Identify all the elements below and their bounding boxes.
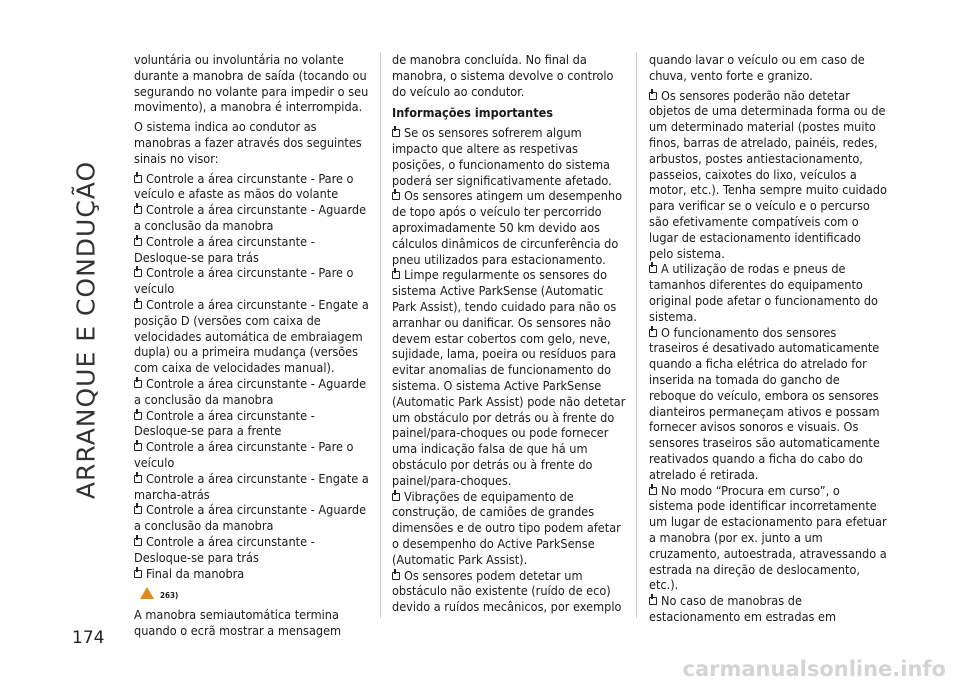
- paragraph: A manobra semiautomática termina quando o ecrã mostrar a mensagem: [134, 607, 342, 638]
- bullet-icon: [134, 269, 142, 277]
- bullet-icon: [392, 271, 400, 279]
- text-column-2: [392, 52, 630, 615]
- list-item: No caso de manobras de estacionamento em estradas em: [649, 593, 837, 624]
- list-item: Se os sensores sofrerem algum impacto que altere as respetivas posições, o funcionamento do sistema poderá ser significativamente afetado.: [392, 125, 612, 188]
- list-item: Controle a área circunstante - Engate a marcha-atrás: [134, 470, 369, 502]
- list-item: A utilização de rodas e pneus de tamanhos diferentes do equipamento original pode afetar o funcionamento do sistema.: [649, 261, 878, 324]
- paragraph: quando lavar o veículo ou em caso de chuva, vento forte e granizo.: [649, 52, 865, 83]
- text-column-3: [649, 52, 887, 625]
- chapter-title: ARRANQUE E CONDUÇÃO: [71, 160, 101, 500]
- list-item: Os sensores podem detetar um obstáculo não existente (ruído de eco) devido a ruídos mecânicos, por exemplo: [392, 567, 622, 615]
- section-heading: Informações importantes: [392, 105, 554, 121]
- list-item: Vibrações de equipamento de construção, de camiões de grandes dimensões e de outro tipo podem afetar o desempenho do Active ParkSense (Automatic Park Assist).: [392, 488, 621, 567]
- warning-ref-number: 263): [160, 591, 179, 601]
- list-item: Controle a área circunstante - Pare o veículo e afaste as mãos do volante: [134, 170, 354, 202]
- watermark: carmanualsonline.info: [682, 657, 946, 681]
- list-item: Controle a área circunstante - Desloque-se para trás: [134, 533, 315, 565]
- bullet-icon: [134, 443, 142, 451]
- list-item: Os sensores atingem um desempenho de topo após o veículo ter percorrido aproximadamente 50 km devido aos cálculos dinâmicos de circunferência do pneu utilizados para estacionamento.: [392, 188, 623, 267]
- paragraph: O sistema indica ao condutor as manobras a fazer através dos seguintes sinais no visor:: [134, 119, 362, 166]
- bullet-icon: [649, 329, 657, 337]
- column-divider: [380, 52, 381, 618]
- bullet-icon: [392, 493, 400, 501]
- list-item: No modo “Procura em curso”, o sistema pode identificar incorretamente um lugar de estacionamento para efetuar a manobra (por ex. junto a um cruzamento, autoestrada, atravessando a estrada na direção de deslocamento, etc.).: [649, 482, 887, 593]
- bullet-icon: [649, 597, 657, 605]
- bullet-icon: [134, 380, 142, 388]
- paragraph: voluntária ou involuntária no volante durante a manobra de saída (tocando ou segurando no volante para impedir o seu movimento), a manobra é interrompida.: [134, 52, 369, 115]
- list-item: Controle a área circunstante - Pare o veículo: [134, 439, 354, 470]
- column-divider: [636, 52, 637, 618]
- list-item: Final da manobra: [134, 566, 372, 582]
- list-item: Limpe regularmente os sensores do sistema Active ParkSense (Automatic Park Assist), tendo cuidado para não os arranhar ou danificar. Os sensores não devem estar cobertos com gelo, neve, sujidade, lama, poeira ou resíduos para evitar anomalias de funcionamento do sistema. O sistema Active ParkSense (Automatic Park Assist) pode não detetar um obstáculo por detrás ou à frente do painel/para-choques ou pode fornecer uma indicação falsa de que há um obstáculo por detrás ou à frente do painel/para-choques.: [392, 267, 626, 488]
- list-item: Controle a área circunstante - Engate a posição D (versões com caixa de velocidades automática de embraiagem dupla) ou a primeira mudança (versões com caixa de velocidades manual).: [134, 296, 369, 376]
- list-item: Controle a área circunstante - Aguarde a conclusão da manobra: [134, 502, 367, 534]
- list-item: Controle a área circunstante - Aguarde a conclusão da manobra: [134, 375, 367, 407]
- list-item: O funcionamento dos sensores traseiros é desativado automaticamente quando a ficha elétrica do atrelado for inserida na tomada do gancho de reboque do veículo, embora os sensores dianteiros permaneçam ativos e possam fornecer avisos sonoros e visuais. Os sensores traseiros são automaticamente reativados quando a ficha do cabo do atrelado é retirada.: [649, 324, 880, 482]
- paragraph: de manobra concluída. No final da manobra, o sistema devolve o controlo do veículo ao condutor.: [392, 52, 614, 99]
- list-item: Controle a área circunstante - Desloque-se para trás: [134, 233, 315, 265]
- warning-reference: [140, 585, 372, 601]
- bullet-icon: [649, 92, 657, 100]
- bullet-icon: [134, 570, 142, 578]
- bullet-icon: [134, 206, 142, 214]
- bullet-icon: [134, 475, 142, 483]
- warning-triangle-icon: [140, 587, 154, 599]
- list-item: Controle a área circunstante - Aguarde a conclusão da manobra: [134, 202, 367, 233]
- bullet-icon: [134, 506, 142, 514]
- bullet-icon: [392, 192, 400, 200]
- page-number: 174: [72, 628, 105, 648]
- bullet-icon: [392, 129, 400, 137]
- bullet-icon: [649, 487, 657, 495]
- bullet-icon: [134, 238, 142, 246]
- list-item: Os sensores poderão não detetar objetos de uma determinada forma ou de um determinado material (postes muito finos, barras de atrelado, painéis, redes, arbustos, postes antiestacionamento, passeios, caixotes do lixo, veículos a motor, etc.). Tenha sempre muito cuidado para verificar se o veículo e o percurso são efetivamente compatíveis com o lugar de estacionamento identificado pelo sistema.: [649, 87, 887, 261]
- list-item: Controle a área circunstante - Pare o veículo: [134, 265, 354, 297]
- bullet-icon: [134, 175, 142, 183]
- bullet-icon: [649, 265, 657, 273]
- bullet-icon: [134, 538, 142, 546]
- bullet-icon: [392, 572, 400, 580]
- text-column-1: [134, 52, 372, 643]
- bullet-icon: [134, 301, 142, 309]
- list-item: Controle a área circunstante - Desloque-se para a frente: [134, 407, 315, 439]
- bullet-icon: [134, 412, 142, 420]
